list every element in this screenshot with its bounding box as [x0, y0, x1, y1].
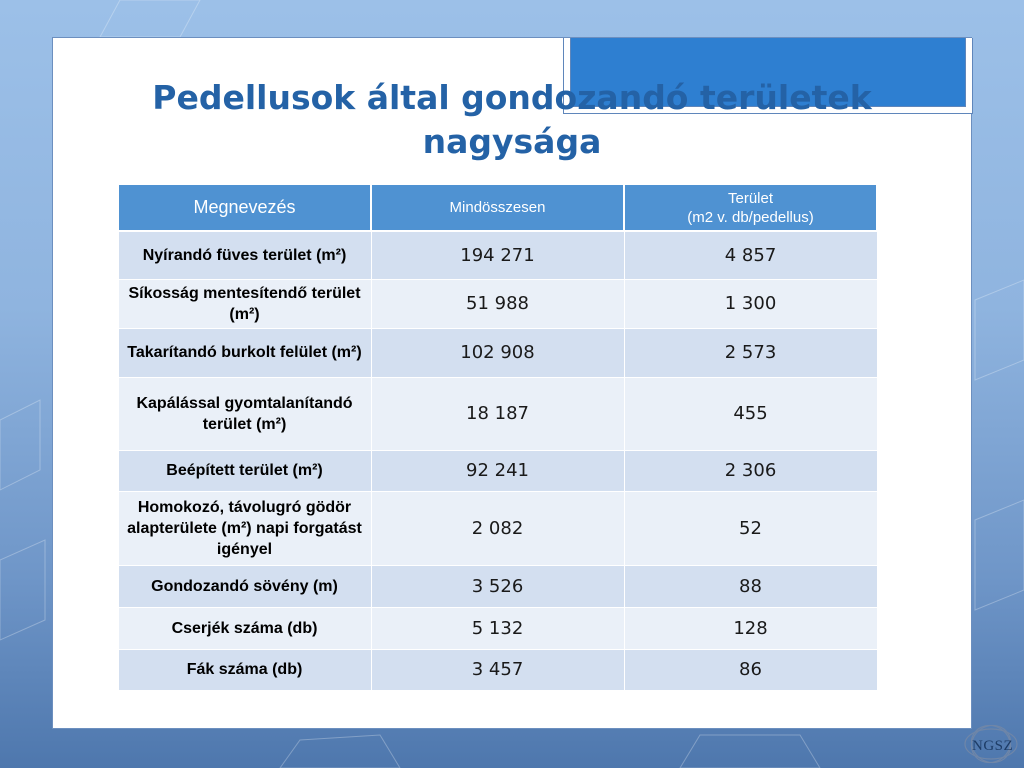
table-row: [118, 450, 877, 491]
row-label: Gondozandó sövény (m): [118, 565, 371, 607]
header-name: Megnevezés: [118, 184, 371, 231]
row-total: 92 241: [371, 450, 624, 491]
row-per: 4 857: [624, 231, 877, 279]
table-row: [118, 491, 877, 565]
row-per: 88: [624, 565, 877, 607]
row-label: Cserjék száma (db): [118, 607, 371, 649]
row-label: Nyírandó füves terület (m²): [118, 231, 371, 279]
header-area-line2: (m2 v. db/pedellus): [687, 208, 814, 226]
row-per: 86: [624, 649, 877, 690]
row-label: Fák száma (db): [118, 649, 371, 690]
row-total: 3 457: [371, 649, 624, 690]
page-title-line1: Pedellusok által gondozandó területek: [152, 78, 872, 117]
row-label: Takarítandó burkolt felület (m²): [118, 328, 371, 377]
row-label: Beépített terület (m²): [118, 450, 371, 491]
header-area-line1: Terület: [727, 189, 774, 207]
page-title-line2: nagysága: [422, 122, 602, 161]
table-row: [118, 649, 877, 690]
row-per: 2 306: [624, 450, 877, 491]
area-table: [117, 183, 878, 691]
row-label: Kapálással gyomtalanítandó terület (m²): [118, 377, 371, 450]
table-row: [118, 279, 877, 328]
table-header-row: [118, 184, 877, 231]
row-per: 1 300: [624, 279, 877, 328]
header-area: [624, 184, 877, 231]
row-total: 3 526: [371, 565, 624, 607]
row-total: 5 132: [371, 607, 624, 649]
row-total: 194 271: [371, 231, 624, 279]
row-label: Síkosság mentesítendő terület (m²): [118, 279, 371, 328]
row-total: 102 908: [371, 328, 624, 377]
logo-text: NGSZ: [972, 738, 1014, 754]
row-total: 2 082: [371, 491, 624, 565]
row-label: Homokozó, távolugró gödör alapterülete (m²) napi forgatást igényel: [118, 491, 371, 565]
row-per: 455: [624, 377, 877, 450]
table-row: [118, 231, 877, 279]
table-row: [118, 565, 877, 607]
row-per: 52: [624, 491, 877, 565]
header-total: Mindösszesen: [371, 184, 624, 231]
row-per: 128: [624, 607, 877, 649]
row-total: 51 988: [371, 279, 624, 328]
row-per: 2 573: [624, 328, 877, 377]
table-row: [118, 377, 877, 450]
row-total: 18 187: [371, 377, 624, 450]
page-title: [52, 76, 972, 164]
table-row: [118, 328, 877, 377]
table-row: [118, 607, 877, 649]
